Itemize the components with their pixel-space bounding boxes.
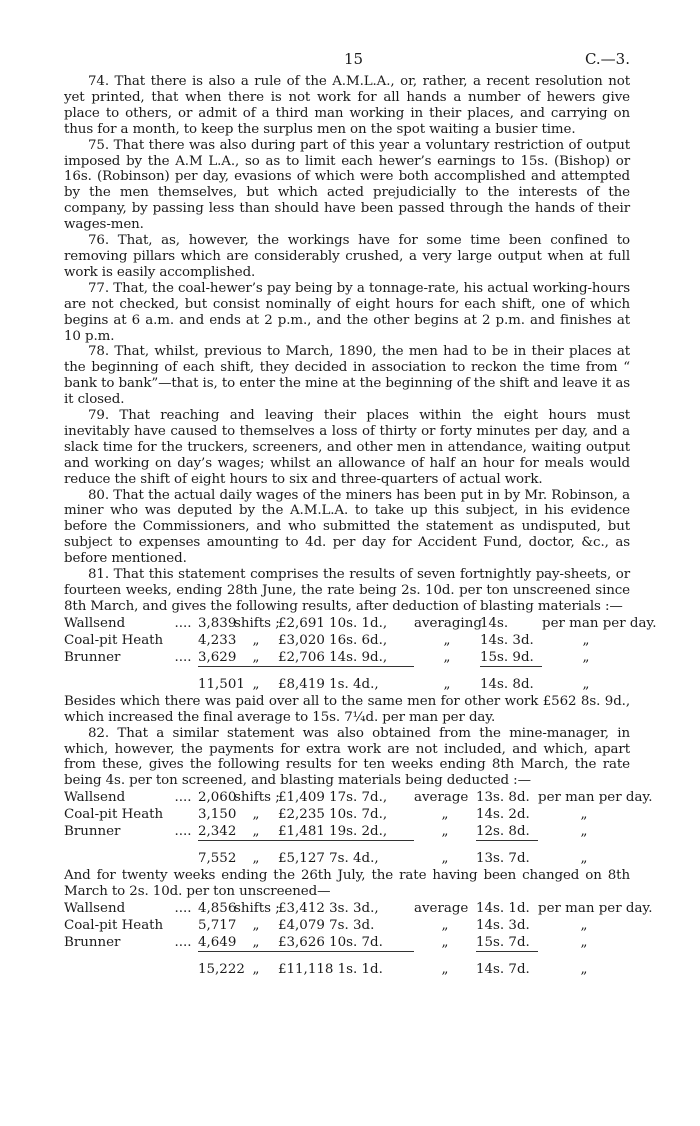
ditto-mark: „	[441, 935, 449, 951]
ditto-mark: „	[580, 851, 588, 867]
table-rule-row	[64, 666, 630, 675]
leader-dots	[168, 917, 198, 934]
ditto-mark: „	[582, 632, 590, 648]
total-rule	[480, 666, 542, 675]
ditto-mark: „	[252, 649, 260, 665]
shifts-count: 2,060	[198, 790, 237, 806]
total-rate: 14s. 8d.	[480, 676, 534, 692]
shifts-count: 5,717	[198, 918, 237, 934]
shifts-count: 4,856	[198, 901, 237, 917]
shifts-unit: shifts ;	[234, 615, 280, 631]
rate-tail: per man per day.	[538, 901, 653, 917]
table-row	[64, 900, 630, 917]
average-word: averaging	[414, 615, 482, 631]
ditto-mark: „	[443, 632, 451, 648]
mine-name: Coal-pit Heath	[64, 807, 164, 823]
mine-name: Brunner	[64, 824, 121, 840]
average-word: average	[414, 790, 469, 806]
total-amount: £8,419 1s. 4d.,	[278, 676, 379, 692]
table-row	[64, 615, 630, 632]
mine-name: Wallsend	[64, 615, 126, 631]
mine-name: Wallsend	[64, 901, 126, 917]
wages-amount: £2,235 10s. 7d.,	[278, 807, 388, 823]
wages-amount: £3,412 3s. 3d.,	[278, 901, 379, 917]
ditto-mark: „	[580, 918, 588, 934]
table-row	[64, 934, 630, 952]
total-amount: £11,118 1s. 1d.	[278, 962, 383, 978]
leader-dots	[168, 632, 198, 649]
document-reference: C.—3.	[584, 50, 630, 68]
average-rate: 14s. 3d.	[476, 918, 530, 934]
paragraph-80: 80. That the actual daily wages of the miners has been put in by Mr. Robinson, a miner who was deputed by the A.M.L.A. to take up this subject, in his evidence before the Commissioners, and who submitted the statement as undisputed, but subject to expenses amounting to 4d. per day for Accident Fund, doctor, &c., as before mentioned.	[64, 487, 630, 567]
wages-table-twenty-weeks	[64, 900, 653, 979]
ditto-mark: „	[580, 807, 588, 823]
ditto-mark: „	[580, 962, 588, 978]
mine-name: Wallsend	[64, 790, 126, 806]
table-row	[64, 823, 630, 841]
ditto-mark: „	[252, 676, 260, 692]
table-total-row	[64, 960, 630, 979]
page-number: 15	[344, 50, 364, 68]
ditto-mark: „	[252, 824, 260, 840]
paragraph-79: 79. That reaching and leaving their places within the eight hours must inevitably have caused to themselves a loss of thirty or forty minutes per day, and a slack time for the truckers, screeners, and other men in attendance, waiting output and working on day’s wages; whilst an allowance of half an hour for meals would reduce the shift of eight hours to six and three-quarters of actual work.	[64, 408, 630, 487]
total-rule	[198, 952, 278, 961]
ditto-mark: „	[582, 649, 590, 665]
average-rate: 15s. 9d.	[480, 649, 534, 665]
leader-dots: ....	[174, 649, 192, 665]
wages-amount: £1,481 19s. 2d.,	[278, 824, 388, 840]
leader-dots: ....	[174, 935, 192, 951]
paragraph-besides: Besides which there was paid over all to the same men for other work £562 8s. 9d., which increased the final average to 15s. 7¼d. per man per day.	[64, 693, 630, 725]
wages-amount: £1,409 17s. 7d.,	[278, 790, 388, 806]
wages-amount: £3,020 16s. 6d.,	[278, 632, 388, 648]
table-rule-row	[64, 841, 630, 850]
ditto-mark: „	[252, 632, 260, 648]
total-rule	[278, 841, 414, 850]
ditto-mark: „	[252, 918, 260, 934]
ditto-mark: „	[580, 935, 588, 951]
ditto-mark: „	[252, 935, 260, 951]
ditto-mark: „	[441, 851, 449, 867]
leader-dots: ....	[174, 824, 192, 840]
average-rate: 14s. 3d.	[480, 632, 534, 648]
leader-dots	[168, 806, 198, 823]
shifts-unit: shifts ;	[234, 901, 280, 917]
shifts-count: 4,233	[198, 632, 237, 648]
leader-dots: ....	[174, 615, 192, 631]
table-row	[64, 632, 630, 649]
total-shifts: 15,222	[198, 962, 245, 978]
shifts-count: 2,342	[198, 824, 237, 840]
mine-name: Brunner	[64, 649, 121, 665]
wages-amount: £4,079 7s. 3d.	[278, 918, 375, 934]
mine-name: Coal-pit Heath	[64, 918, 164, 934]
total-rule	[198, 841, 278, 850]
wages-table-ten-weeks	[64, 789, 653, 868]
ditto-mark: „	[441, 962, 449, 978]
total-rule	[476, 952, 538, 961]
average-rate: 13s. 8d.	[476, 790, 530, 806]
total-shifts: 11,501	[198, 676, 245, 692]
paragraph-76: 76. That, as, however, the workings have for some time been confined to removing pillars which are considerably crushed, a very large output when at full work is easily accomplished.	[64, 233, 630, 280]
shifts-count: 3,839	[198, 615, 237, 631]
paragraph-75: 75. That there was also during part of this year a voluntary restriction of output imposed by the A.M L.A., so as to limit each hewer’s earnings to 15s. (Bishop) or 16s. (Robinson) per day, evasions of which were both accomplished and attempted by the men themselves, but which acted prejudicially to the interests of the company, by passing less than should have been passed through the hands of their wages-men.	[64, 137, 630, 233]
total-rate: 13s. 7d.	[476, 851, 530, 867]
paragraph-twenty-weeks: And for twenty weeks ending the 26th July, the rate having been changed on 8th March to 2s. 10d. per ton unscreened—	[64, 868, 630, 900]
wages-amount: £2,691 10s. 1d.,	[278, 615, 388, 631]
wages-table-fourteen-weeks	[64, 615, 657, 694]
table-row	[64, 789, 630, 806]
ditto-mark: „	[582, 676, 590, 692]
wages-amount: £2,706 14s. 9d.,	[278, 649, 388, 665]
total-shifts: 7,552	[198, 851, 237, 867]
shifts-count: 3,150	[198, 807, 237, 823]
paragraph-74: 74. That there is also a rule of the A.M.L.A., or, rather, a recent resolution not yet printed, that when there is not work for all hands a number of hewers give place to others, or admit of a third man working in their places, and carrying on thus for a month, to keep the surplus men on the spot waiting a busier time.	[64, 74, 630, 137]
total-rule	[198, 666, 278, 675]
table-rule-row	[64, 952, 630, 961]
average-rate: 14s. 2d.	[476, 807, 530, 823]
paragraph-78: 78. That, whilst, previous to March, 1890, the men had to be in their places at the beginning of each shift, they decided in association to reckon the time from “ bank to bank”—that is, to enter the mine at the beginning of the shift and leave it as it closed.	[64, 344, 630, 408]
average-rate: 15s. 7d.	[476, 935, 530, 951]
average-word: average	[414, 901, 469, 917]
wages-amount: £3,626 10s. 7d.	[278, 935, 383, 951]
total-amount: £5,127 7s. 4d.,	[278, 851, 379, 867]
shifts-count: 3,629	[198, 649, 237, 665]
table-total-row	[64, 849, 630, 868]
leader-dots: ....	[174, 790, 192, 806]
ditto-mark: „	[252, 962, 260, 978]
ditto-mark: „	[441, 807, 449, 823]
ditto-mark: „	[252, 851, 260, 867]
table-total-row	[64, 675, 630, 694]
shifts-count: 4,649	[198, 935, 237, 951]
page-header	[64, 50, 630, 74]
average-rate: 14s.	[480, 615, 509, 631]
ditto-mark: „	[580, 824, 588, 840]
ditto-mark: „	[441, 918, 449, 934]
shifts-unit: shifts ;	[234, 790, 280, 806]
paragraph-82: 82. That a similar statement was also obtained from the mine-manager, in which, however, the payments for extra work are not included, and which, apart from these, gives the following results for ten weeks ending 8th March, the rate being 4s. per ton screened, and blasting materials being deducted :—	[64, 725, 630, 789]
average-rate: 12s. 8d.	[476, 824, 530, 840]
ditto-mark: „	[443, 676, 451, 692]
paragraph-77: 77. That, the coal-hewer’s pay being by a tonnage-rate, his actual working-hours are not checked, but consist nominally of eight hours for each shift, one of which begins at 6 a.m. and ends at 2 p.m., and the other begins at 2 p.m. and finishes at 10 p.m.	[64, 280, 630, 344]
total-rule	[476, 841, 538, 850]
mine-name: Brunner	[64, 935, 121, 951]
rate-tail: per man per day.	[538, 790, 653, 806]
leader-dots: ....	[174, 901, 192, 917]
table-row	[64, 806, 630, 823]
average-rate: 14s. 1d.	[476, 901, 530, 917]
total-rule	[278, 952, 414, 961]
ditto-mark: „	[252, 807, 260, 823]
total-rule	[278, 666, 414, 675]
table-row	[64, 917, 630, 934]
ditto-mark: „	[443, 649, 451, 665]
table-row	[64, 649, 630, 667]
rate-tail: per man per day.	[542, 615, 657, 631]
paragraph-81: 81. That this statement comprises the results of seven fortnightly pay-sheets, or fourteen weeks, ending 28th June, the rate being 2s. 10d. per ton unscreened since 8th March, and gives the following results, after deduction of blasting materials :—	[64, 567, 630, 614]
mine-name: Coal-pit Heath	[64, 632, 164, 648]
document-page	[64, 50, 657, 979]
ditto-mark: „	[441, 824, 449, 840]
total-rate: 14s. 7d.	[476, 962, 530, 978]
